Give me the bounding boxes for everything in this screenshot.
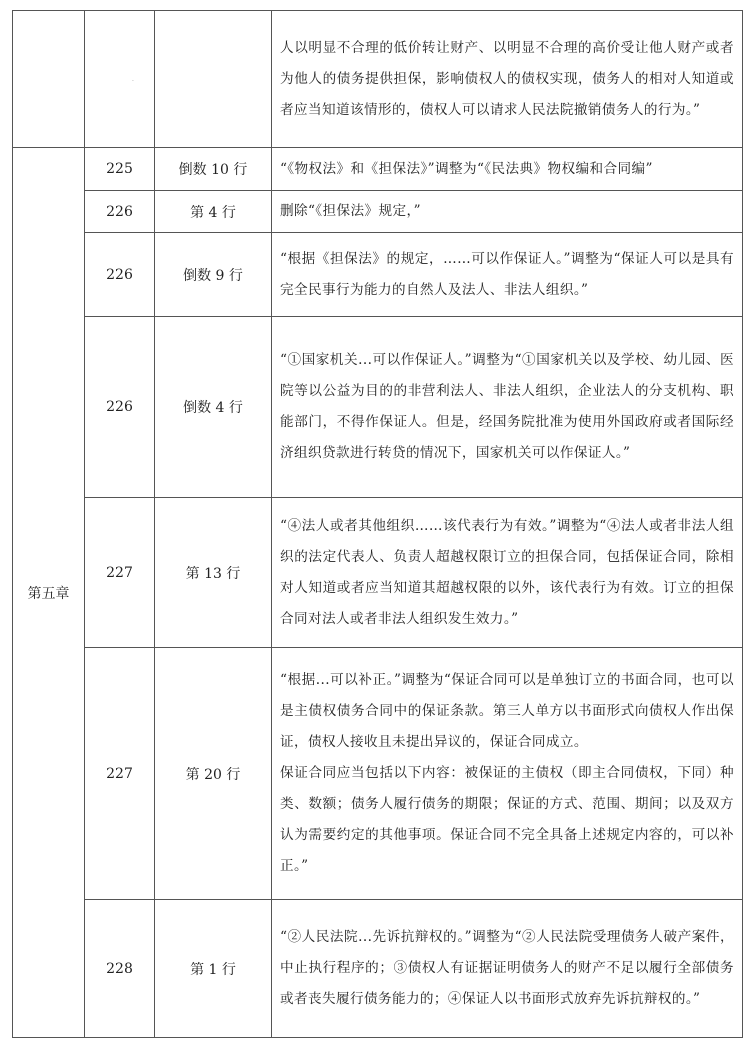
line-cell <box>155 11 272 148</box>
content-cell <box>272 233 743 317</box>
content-text: 保证合同应当包括以下内容：被保证的主债权（即主合同债权，下同）种类、数额；债务人履行债务的期限；保证的方式、范围、期间；以及双方认为需要约定的其他事项。保证合同不完全具备上述规定内容的，可以补正。” <box>280 765 734 874</box>
page-cell: 226 <box>85 317 155 498</box>
content-cell <box>272 11 743 148</box>
chapter-cell <box>13 11 85 148</box>
content-text: 删除“《担保法》规定，” <box>280 203 422 219</box>
page-cell: 228 <box>85 900 155 1038</box>
line-cell: 倒数 9 行 <box>155 233 272 317</box>
content-text: “②人民法院...先诉抗辩权的。”调整为“②人民法院受理债务人破产案件，中止执行程序的；③债权人有证据证明债务人的财产不足以履行全部债务或者丧失履行债务能力的；④保证人以书面形式放弃先诉抗辩权的。” <box>280 929 734 1007</box>
content-text: 人以明显不合理的低价转让财产、以明显不合理的高价受让他人财产或者为他人的债务提供担保，影响债权人的债权实现，债务人的相对人知道或者应当知道该情形的，债权人可以请求人民法院撤销债务人的行为。” <box>280 39 734 118</box>
line-cell: 第 13 行 <box>155 498 272 648</box>
content-text: “《物权法》和《担保法》”调整为“《民法典》物权编和合同编” <box>280 160 653 177</box>
stray-mark: · <box>132 78 134 85</box>
line-cell: 第 4 行 <box>155 191 272 233</box>
page-cell: 226 <box>85 233 155 317</box>
content-cell <box>272 648 743 900</box>
content-text: “①国家机关...可以作保证人。”调整为“①国家机关以及学校、幼儿园、医院等以公益为目的的非营利法人、非法人组织，企业法人的分支机构、职能部门，不得作保证人。但是，经国务院批准为使用外国政府或者国际经济组织贷款进行转贷的情况下，国家机关可以作保证人。” <box>280 352 734 461</box>
content-cell <box>272 191 743 233</box>
content-text: “根据...可以补正。”调整为“保证合同可以是单独订立的书面合同，也可以是主债权债务合同中的保证条款。第三人单方以书面形式向债权人作出保证，债权人接收且未提出异议的，保证合同成立。 <box>280 672 734 750</box>
page-cell: 227 <box>85 498 155 648</box>
page-cell <box>85 11 155 148</box>
page-cell: 227 <box>85 648 155 900</box>
content-text: “④法人或者其他组织……该代表行为有效。”调整为“④法人或者非法人组织的法定代表人、负责人超越权限订立的担保合同，包括保证合同，除相对人知道或者应当知道其超越权限的以外，该代表行为有效。订立的担保合同对法人或者非法人组织发生效力。” <box>280 517 734 627</box>
content-cell <box>272 317 743 498</box>
table-row <box>13 317 743 498</box>
table-row <box>13 191 743 233</box>
table-row <box>13 900 743 1038</box>
content-cell <box>272 148 743 191</box>
content-cell <box>272 900 743 1038</box>
table-row <box>13 498 743 648</box>
content-text: “根据《担保法》的规定，……可以作保证人。”调整为“保证人可以是具有完全民事行为能力的自然人及法人、非法人组织。” <box>280 250 734 298</box>
table-row <box>13 233 743 317</box>
content-cell <box>272 498 743 648</box>
errata-table <box>12 10 743 1038</box>
line-cell: 第 20 行 <box>155 648 272 900</box>
table-row <box>13 648 743 900</box>
line-cell: 倒数 4 行 <box>155 317 272 498</box>
table-row <box>13 11 743 148</box>
line-cell: 倒数 10 行 <box>155 148 272 191</box>
page-cell: 225 <box>85 148 155 191</box>
line-cell: 第 1 行 <box>155 900 272 1038</box>
chapter-cell: 第五章 <box>13 148 85 1038</box>
table-row <box>13 148 743 191</box>
page-cell: 226 <box>85 191 155 233</box>
